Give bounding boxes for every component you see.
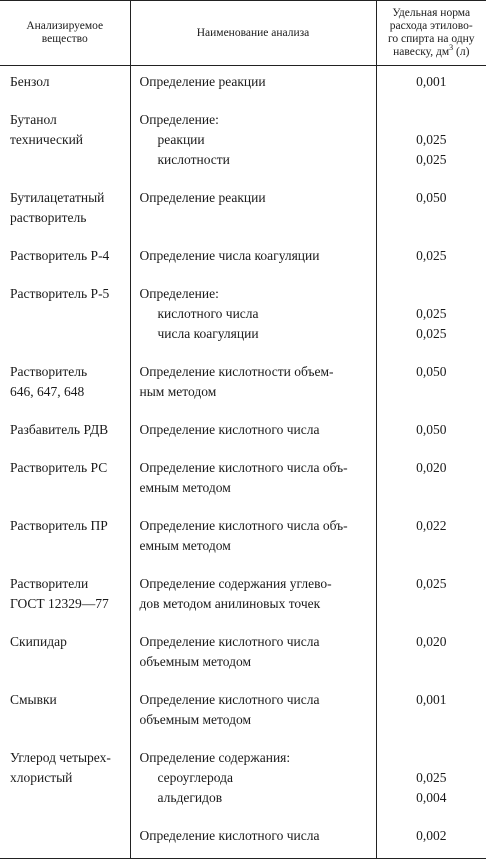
table-row bbox=[0, 182, 486, 240]
analysis-cell bbox=[130, 452, 376, 510]
table-row bbox=[0, 278, 486, 356]
rate-cell bbox=[376, 182, 486, 240]
header-substance-line: вещество bbox=[4, 33, 126, 46]
substance-name: Бензол bbox=[10, 72, 130, 92]
header-rate bbox=[376, 1, 486, 66]
rate-cell bbox=[376, 356, 486, 414]
rate-value: 0,050 bbox=[377, 362, 486, 382]
table-row bbox=[0, 742, 486, 820]
analysis-text: сероуглерода bbox=[140, 768, 370, 788]
analysis-text: Определение содержания: bbox=[140, 748, 370, 768]
rate-value: 0,020 bbox=[377, 458, 486, 478]
substance-name: Растворитель РС bbox=[10, 458, 130, 478]
rate-value: 0,025 bbox=[377, 324, 486, 344]
analysis-cell bbox=[130, 240, 376, 278]
substance-cell bbox=[0, 510, 130, 568]
substance-name: Растворитель Р-4 bbox=[10, 246, 130, 266]
analysis-text: Определение кислотного числа bbox=[140, 420, 370, 440]
substance-name: Разбавитель РДВ bbox=[10, 420, 130, 440]
analysis-cell bbox=[130, 820, 376, 859]
substance-name: 646, 647, 648 bbox=[10, 382, 130, 402]
analysis-cell bbox=[130, 510, 376, 568]
substance-name: Растворитель Р-5 bbox=[10, 284, 130, 304]
analysis-text: Определение кислотного числа bbox=[140, 826, 370, 846]
rate-value: 0,025 bbox=[377, 574, 486, 594]
table-row bbox=[0, 684, 486, 742]
substance-cell bbox=[0, 452, 130, 510]
substance-cell bbox=[0, 104, 130, 182]
substance-cell bbox=[0, 414, 130, 452]
substance-name: Скипидар bbox=[10, 632, 130, 652]
analysis-cell bbox=[130, 104, 376, 182]
substance-name: Растворитель ПР bbox=[10, 516, 130, 536]
substance-cell bbox=[0, 356, 130, 414]
analysis-text: Определение кислотного числа bbox=[140, 632, 370, 652]
rate-value: 0,022 bbox=[377, 516, 486, 536]
substance-name: ГОСТ 12329—77 bbox=[10, 594, 130, 614]
rate-value: 0,025 bbox=[377, 130, 486, 150]
header-rate-line bbox=[381, 46, 483, 59]
analysis-cell bbox=[130, 742, 376, 820]
analysis-cell bbox=[130, 414, 376, 452]
substance-cell bbox=[0, 182, 130, 240]
rate-cell bbox=[376, 742, 486, 820]
table-row bbox=[0, 240, 486, 278]
header-substance-line: Анализируемое bbox=[4, 20, 126, 33]
analysis-text: числа коагуляции bbox=[140, 324, 370, 344]
table-row bbox=[0, 104, 486, 182]
header-rate-text: навеску, дм bbox=[393, 46, 449, 58]
substance-name: Углерод четырех- bbox=[10, 748, 130, 768]
rate-cell bbox=[376, 240, 486, 278]
analysis-text: Определение кислотного числа объ- bbox=[140, 458, 370, 478]
analysis-text: Определение числа коагуляции bbox=[140, 246, 370, 266]
substance-cell bbox=[0, 684, 130, 742]
analysis-text: Определение: bbox=[140, 110, 370, 130]
rate-value: 0,050 bbox=[377, 188, 486, 208]
substance-name: Растворители bbox=[10, 574, 130, 594]
substance-cell bbox=[0, 278, 130, 356]
substance-cell bbox=[0, 568, 130, 626]
table-row bbox=[0, 452, 486, 510]
analysis-text: Определение: bbox=[140, 284, 370, 304]
table-header-row bbox=[0, 1, 486, 66]
analysis-text: Определение содержания углево- bbox=[140, 574, 370, 594]
substance-cell bbox=[0, 626, 130, 684]
rate-value: 0,025 bbox=[377, 246, 486, 266]
rate-value: 0,020 bbox=[377, 632, 486, 652]
table-row bbox=[0, 356, 486, 414]
substance-cell bbox=[0, 742, 130, 820]
table-row bbox=[0, 66, 486, 105]
rate-cell bbox=[376, 104, 486, 182]
analysis-text: Определение реакции bbox=[140, 72, 370, 92]
analysis-text: дов методом анилиновых точек bbox=[140, 594, 370, 614]
rate-cell bbox=[376, 626, 486, 684]
analysis-text: альдегидов bbox=[140, 788, 370, 808]
analysis-text: емным методом bbox=[140, 478, 370, 498]
rate-cell bbox=[376, 820, 486, 859]
analysis-text: кислотного числа bbox=[140, 304, 370, 324]
rate-cell bbox=[376, 66, 486, 105]
table-body bbox=[0, 66, 486, 859]
analysis-text: Определение кислотного числа объ- bbox=[140, 516, 370, 536]
header-rate-line: Удельная норма bbox=[381, 7, 483, 20]
analysis-text: Определение кислотности объем- bbox=[140, 362, 370, 382]
rate-cell bbox=[376, 414, 486, 452]
table-row bbox=[0, 568, 486, 626]
rate-cell bbox=[376, 568, 486, 626]
substance-name: Бутилацетатный bbox=[10, 188, 130, 208]
rate-value: 0,001 bbox=[377, 72, 486, 92]
rate-cell bbox=[376, 278, 486, 356]
rate-cell bbox=[376, 510, 486, 568]
substance-name: растворитель bbox=[10, 208, 130, 228]
header-rate-line: расхода этилово- bbox=[381, 20, 483, 33]
rate-value: 0,004 bbox=[377, 788, 486, 808]
analysis-text: емным методом bbox=[140, 536, 370, 556]
substance-name: Растворитель bbox=[10, 362, 130, 382]
header-rate-unit: (л) bbox=[453, 46, 469, 58]
table-row bbox=[0, 510, 486, 568]
substance-name: Бутанол bbox=[10, 110, 130, 130]
analysis-cell bbox=[130, 356, 376, 414]
table-row bbox=[0, 414, 486, 452]
rate-value: 0,025 bbox=[377, 150, 486, 170]
header-substance bbox=[0, 1, 130, 66]
rate-spacer bbox=[377, 748, 486, 768]
rate-cell bbox=[376, 684, 486, 742]
analysis-cell bbox=[130, 684, 376, 742]
analysis-text: объемным методом bbox=[140, 710, 370, 730]
substance-cell bbox=[0, 66, 130, 105]
header-analysis: Наименование анализа bbox=[130, 1, 376, 66]
substance-name: хлористый bbox=[10, 768, 130, 788]
table-row bbox=[0, 626, 486, 684]
rate-spacer bbox=[377, 110, 486, 130]
analysis-text: ным методом bbox=[140, 382, 370, 402]
substance-name: технический bbox=[10, 130, 130, 150]
substance-cell bbox=[0, 820, 130, 859]
rate-value: 0,025 bbox=[377, 304, 486, 324]
analysis-text: объемным методом bbox=[140, 652, 370, 672]
analysis-cell bbox=[130, 66, 376, 105]
analysis-cell bbox=[130, 568, 376, 626]
rate-value: 0,025 bbox=[377, 768, 486, 788]
substance-name: Смывки bbox=[10, 690, 130, 710]
rate-cell bbox=[376, 452, 486, 510]
analysis-text: Определение кислотного числа bbox=[140, 690, 370, 710]
header-rate-line: го спирта на одну bbox=[381, 33, 483, 46]
table-row bbox=[0, 820, 486, 859]
rate-spacer bbox=[377, 284, 486, 304]
analysis-text: Определение реакции bbox=[140, 188, 370, 208]
rate-value: 0,001 bbox=[377, 690, 486, 710]
substance-cell bbox=[0, 240, 130, 278]
rate-value: 0,002 bbox=[377, 826, 486, 846]
analysis-cell bbox=[130, 278, 376, 356]
analysis-text: кислотности bbox=[140, 150, 370, 170]
analysis-cell bbox=[130, 182, 376, 240]
rate-value: 0,050 bbox=[377, 420, 486, 440]
analysis-text: реакции bbox=[140, 130, 370, 150]
analysis-cell bbox=[130, 626, 376, 684]
header-rate-superscript: 3 bbox=[449, 43, 453, 52]
